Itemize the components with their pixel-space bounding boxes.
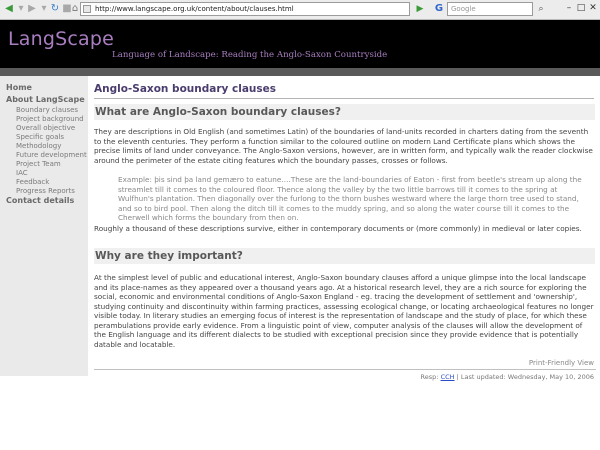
forward-icon[interactable]: ▶ bbox=[28, 3, 36, 14]
go-icon[interactable]: ▶ bbox=[416, 4, 424, 14]
nav-contact[interactable]: Contact details bbox=[6, 196, 75, 205]
section-heading-what: What are Anglo-Saxon boundary clauses? bbox=[94, 104, 595, 120]
nav-methodology[interactable]: Methodology bbox=[16, 142, 62, 150]
example-quote: Example: þis sind þa land gemæro to eatune….These are the land-boundaries of Eaton - first from beetle's stream up along the streamlet till it comes to the coloured floor. Thence along the valley by the two little barrows till it comes to the spring at Wulfhun's plantation. Then diagonally over the furlong to the thorn bushes westward where the large thorn tree used to stand, and so to bird pool. Then along the ditch till it comes to the muddy spring, and so along the water course till it comes to the Cherwell which forms the boundary from then on. bbox=[118, 175, 582, 222]
favicon-icon bbox=[83, 5, 91, 13]
site-logo[interactable]: LangScape bbox=[8, 28, 115, 50]
maximize-icon[interactable]: □ bbox=[576, 3, 586, 13]
nav-iac[interactable]: IAC bbox=[16, 169, 28, 177]
nav-progress-reports[interactable]: Progress Reports bbox=[16, 187, 75, 195]
page-title: Anglo-Saxon boundary clauses bbox=[94, 83, 277, 95]
back-history-icon[interactable]: ▾ bbox=[18, 3, 24, 14]
url-text: http://www.langscape.org.uk/content/about/clauses.html bbox=[95, 5, 294, 13]
sidebar-nav bbox=[0, 76, 88, 376]
nav-home[interactable]: Home bbox=[6, 83, 32, 92]
section-what-paragraph: They are descriptions in Old English (and sometimes Latin) of the boundaries of land-units recorded in charters dating from the seventh to the eleventh centuries. They perform a function similar to the coloured outline on modern Land Certificate plans which shows the precise limits of land under conveyance. The Anglo-Saxon versions, however, are in written form, and typically walk the reader clockwise around the perimeter of the estate citing features which the boundary passes, crosses or follows. bbox=[94, 127, 593, 165]
home-icon[interactable]: ⌂ bbox=[71, 3, 79, 14]
title-divider bbox=[94, 98, 594, 99]
page-footer bbox=[421, 373, 594, 381]
nav-overall-objective[interactable]: Overall objective bbox=[16, 124, 76, 132]
survival-paragraph: Roughly a thousand of these descriptions survive, either in contemporary documents or (more commonly) in medieval or later copies. bbox=[94, 224, 582, 233]
last-updated: Last updated: Wednesday, May 10, 2006 bbox=[460, 373, 594, 381]
resp-link[interactable]: CCH bbox=[440, 373, 455, 381]
url-bar[interactable] bbox=[80, 2, 410, 16]
close-icon[interactable]: ✕ bbox=[589, 3, 597, 13]
reload-icon[interactable]: ↻ bbox=[50, 3, 60, 14]
site-tagline: Language of Landscape: Reading the Anglo-Saxon Countryside bbox=[112, 50, 388, 60]
search-icon[interactable]: ⌕ bbox=[538, 4, 544, 14]
browser-toolbar bbox=[0, 0, 600, 20]
stop-icon[interactable]: ■ bbox=[62, 3, 72, 14]
minimize-icon[interactable]: – bbox=[566, 3, 572, 13]
nav-about[interactable]: About LangScape bbox=[6, 95, 85, 104]
nav-project-team[interactable]: Project Team bbox=[16, 160, 61, 168]
search-engine-icon[interactable]: G bbox=[434, 3, 444, 14]
search-input[interactable]: Google bbox=[447, 2, 533, 16]
nav-feedback[interactable]: Feedback bbox=[16, 178, 50, 186]
print-friendly-link[interactable]: Print-Friendly View bbox=[528, 359, 594, 367]
section-why-paragraph: At the simplest level of public and educational interest, Anglo-Saxon boundary clauses afford a unique glimpse into the local landscape and its place-names as they appeared over a thousand years ago. At a historical research level, they are a rich source for exploring the social, economic and environmental conditions of Anglo-Saxon England - eg. tracing the development of settlement and 'ownership', studying continuity and discontinuity within farming practices, assessing ecological change, or locating archaeological features no longer visible today. In literary studies an emerging focus of interest is the representation of landscape and the study of place, for which these perambulations provide early evidence. From a linguistic point of view, computer analysis of the clauses will allow the development of the English language and its different dialects to be studied with exceptional precision since they provide evidence that is potentially datable and locatable. bbox=[94, 273, 594, 349]
site-header bbox=[0, 20, 600, 68]
footer-divider bbox=[94, 369, 596, 370]
forward-history-icon[interactable]: ▾ bbox=[41, 3, 47, 14]
nav-boundary-clauses[interactable]: Boundary clauses bbox=[16, 106, 79, 114]
header-stripe bbox=[0, 68, 600, 76]
back-icon[interactable]: ◀ bbox=[5, 3, 13, 14]
nav-future-development[interactable]: Future development bbox=[16, 151, 87, 159]
footer-separator: | bbox=[456, 373, 459, 381]
nav-specific-goals[interactable]: Specific goals bbox=[16, 133, 65, 141]
nav-project-background[interactable]: Project background bbox=[16, 115, 84, 123]
section-heading-why: Why are they important? bbox=[94, 248, 595, 264]
resp-label: Resp: bbox=[420, 373, 439, 381]
